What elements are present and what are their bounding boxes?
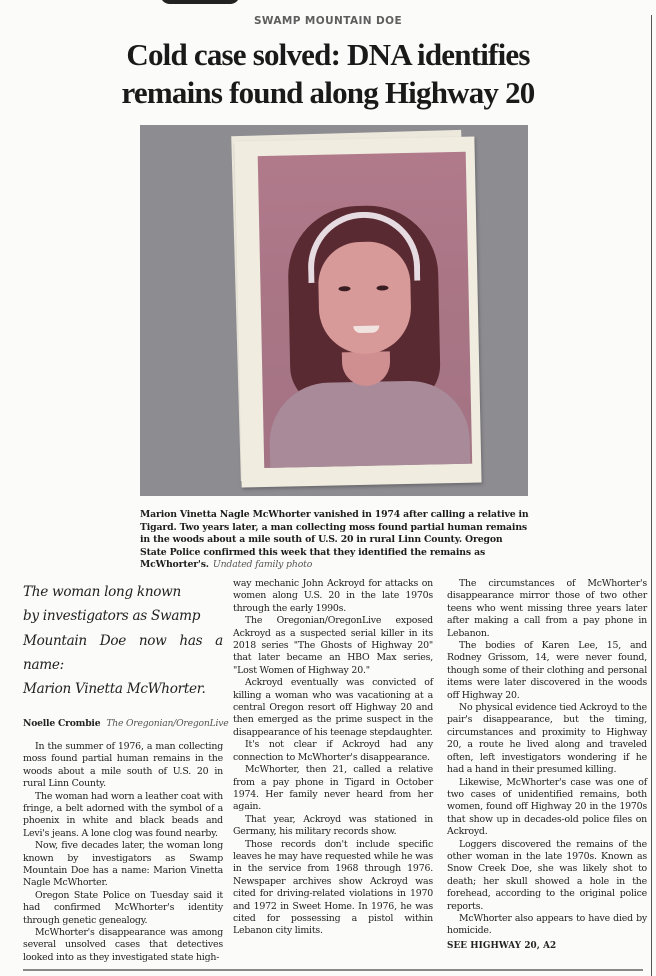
masthead-fragment [160,0,240,4]
portrait-print [258,152,472,468]
deck-line: Mountain Doe now has a name: [23,632,223,673]
paragraph: Oregon State Police on Tuesday said it had confirmed McWhorter's identity through genetic genealogy. [23,889,223,926]
portrait-shirt [268,380,470,468]
headline-line-1: Cold case solved: DNA identifies [126,37,530,72]
byline [23,718,229,730]
paragraph: McWhorter, then 21, called a relative from a pay phone in Tigard in October 1974. Her family never heard from her again. [233,764,433,813]
paragraph: McWhorter's disappearance was among several unsolved cases that detectives looked into as they investigated state high- [23,926,223,963]
paragraph: Ackroyd eventually was convicted of killing a woman who was vacationing at a central Oregon resort off Highway 20 and then emerged as the prime suspect in the disappearance of his teenage stepdaughter. [233,677,433,738]
photo-caption [140,509,530,572]
paragraph-continuation: way mechanic John Ackroyd for attacks on women along U.S. 20 in the late 1970s through the early 1990s. [233,578,433,614]
deck-line: Marion Vinetta McWhorter. [23,681,206,698]
deck-line: by investigators as Swamp [23,608,201,625]
paragraph: The bodies of Karen Lee, 15, and Rodney Grissom, 14, were never found, though some of their clothing and personal items were later discovered in the woods off Highway 20. [447,640,647,701]
headline-line-2: remains found along Highway 20 [121,75,535,110]
paragraph: The circumstances of McWhorter's disappearance mirror those of two other teens who went missing three years later after making a call from a pay phone in Lebanon. [447,578,647,639]
headline [0,36,656,112]
photo-card [234,137,481,488]
bottom-rule [23,969,643,971]
deck-line: The woman long known [23,584,181,600]
paragraph: The woman had worn a leather coat with fringe, a belt adorned with the symbol of a phoenix in white and black beads and Levi's jeans. A lone clog was found nearby. [23,790,223,839]
paragraph: Those records don't include specific leaves he may have requested while he was in the service from 1968 through 1976. Newspaper archives show Ackroyd was cited for driving-related violations in 1970 and 1972 in Sweet Home. In 1976, he was cited for possessing a pistol within Lebanon city limits. [233,838,433,937]
photo-credit: Undated family photo [212,559,313,571]
article-column-3 [447,578,647,952]
caption-text: Marion Vinetta Nagle McWhorter vanished in 1974 after calling a relative in Tigard. Two years later, a man collecting moss found partial human remains in the woods about a mile south of U.S. 20 in rural Linn County. Oregon State Police confirmed this week that they identified the remains as McWhorter's. [140,509,529,571]
author-name: Noelle Crombie [23,718,101,730]
jump-line-link[interactable]: SEE HIGHWAY 20, A2 [447,940,557,951]
paragraph: That year, Ackroyd was stationed in Germany, his military records show. [233,813,433,838]
paragraph: Likewise, McWhorter's case was one of two cases of unidentified remains, both women, found off Highway 20 in the 1970s that show up in decades-old police files on Ackroyd. [447,776,647,838]
paragraph: In the summer of 1976, a man collecting moss found partial human remains in the woods about a mile south of U.S. 20 in rural Linn County. [23,740,223,790]
paragraph: McWhorter also appears to have died by homicide. [447,912,647,937]
paragraph: Now, five decades later, the woman long known by investigators as Swamp Mountain Doe has a name: Marion Vinetta Nagle McWhorter. [23,840,223,889]
section-kicker: SWAMP MOUNTAIN DOE [253,15,403,27]
column-rule [651,15,652,976]
lead-photo [140,125,528,496]
article-column-1 [23,580,229,964]
article-column-2 [233,578,433,938]
paragraph: Loggers discovered the remains of the other woman in the late 1970s. Known as Snow Creek Doe, she was likely shot to death; her skull showed a hole in the forehead, according to the original police reports. [447,838,647,912]
article-deck [23,580,223,701]
paragraph: The Oregonian/OregonLive exposed Ackroyd as a suspected serial killer in its 2018 series "The Ghosts of Highway 20" that later became an HBO Max series, "Lost Women of Highway 20." [233,615,433,676]
author-organization: The Oregonian/OregonLive [106,718,229,730]
paragraph: It's not clear if Ackroyd had any connection to McWhorter's disappearance. [233,739,433,763]
paragraph: No physical evidence tied Ackroyd to the pair's disappearance, but the timing, circumstances and proximity to Highway 20, a route he lived along and traveled often, left investigators wondering if he had a hand in their presumed killing. [447,702,647,776]
